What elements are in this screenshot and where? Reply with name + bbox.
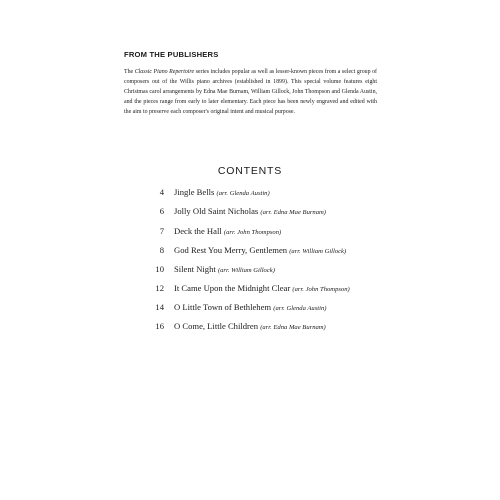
toc-page-number: 12 [155, 283, 164, 293]
toc-page-number: 14 [155, 302, 164, 312]
publisher-note-intro [124, 67, 377, 117]
toc-entry [174, 206, 326, 216]
toc-entry [174, 283, 350, 293]
toc-piece-title: Jingle Bells [174, 187, 215, 197]
toc-arranger: (arr. John Thompson) [223, 229, 282, 236]
toc-piece-title: O Come, Little Children [174, 321, 259, 331]
toc-arranger: (arr. John Thompson) [292, 286, 350, 293]
toc-item [0, 321, 500, 333]
toc-item [0, 245, 500, 257]
toc-entry [174, 302, 326, 312]
toc-arranger: (arr. Edna Mae Burnam) [260, 324, 326, 331]
toc-entry [174, 226, 281, 236]
toc-page-number: 7 [159, 226, 164, 236]
toc-entry [174, 245, 346, 255]
toc-arranger: (arr. Glenda Austin) [273, 305, 327, 312]
toc-piece-title: Jolly Old Saint Nicholas [174, 206, 259, 216]
toc-entry [174, 321, 326, 331]
toc-page-number: 16 [155, 321, 164, 331]
toc-entry [174, 264, 275, 274]
publisher-note-heading: FROM THE PUBLISHERS [124, 50, 219, 59]
toc-arranger: (arr. William Gillock) [217, 267, 275, 274]
series-title: Classic Piano Repertoire [134, 69, 195, 75]
toc-item [0, 187, 500, 199]
toc-page-number: 4 [159, 187, 164, 197]
toc-item [0, 264, 500, 276]
toc-piece-title: It Came Upon the Midnight Clear [174, 283, 291, 293]
toc-item [0, 226, 500, 238]
toc-item [0, 206, 500, 218]
toc-arranger: (arr. Edna Mae Burnam) [260, 209, 326, 216]
toc-arranger: (arr. Glenda Austin) [216, 190, 270, 197]
intro-text-start: The [124, 69, 135, 75]
toc-arranger: (arr. William Gillock) [289, 248, 347, 255]
contents-title: CONTENTS [217, 165, 283, 177]
toc-item [0, 302, 500, 314]
intro-text-rest: series includes popular as well as lesser-known pieces from a select group of composers out of the Willis piano archives (established in 1899). This special volume features eight Christmas carol arrangements by Edna Mae Burnam, William Gillock, John Thompson and Glenda Austin, and the pieces range from early to later elementary. Each piece has been newly engraved and edited with the aim to preserve each composer's original intent and musical purpose. [124, 69, 377, 115]
toc-piece-title: Silent Night [174, 264, 216, 274]
toc-piece-title: Deck the Hall [174, 226, 222, 236]
toc-piece-title: God Rest You Merry, Gentlemen [174, 245, 288, 255]
toc-page-number: 6 [159, 206, 164, 216]
toc-piece-title: O Little Town of Bethlehem [174, 302, 272, 312]
toc-page-number: 8 [159, 245, 164, 255]
toc-entry [174, 187, 270, 197]
toc-item [0, 283, 500, 295]
toc-page-number: 10 [155, 264, 164, 274]
